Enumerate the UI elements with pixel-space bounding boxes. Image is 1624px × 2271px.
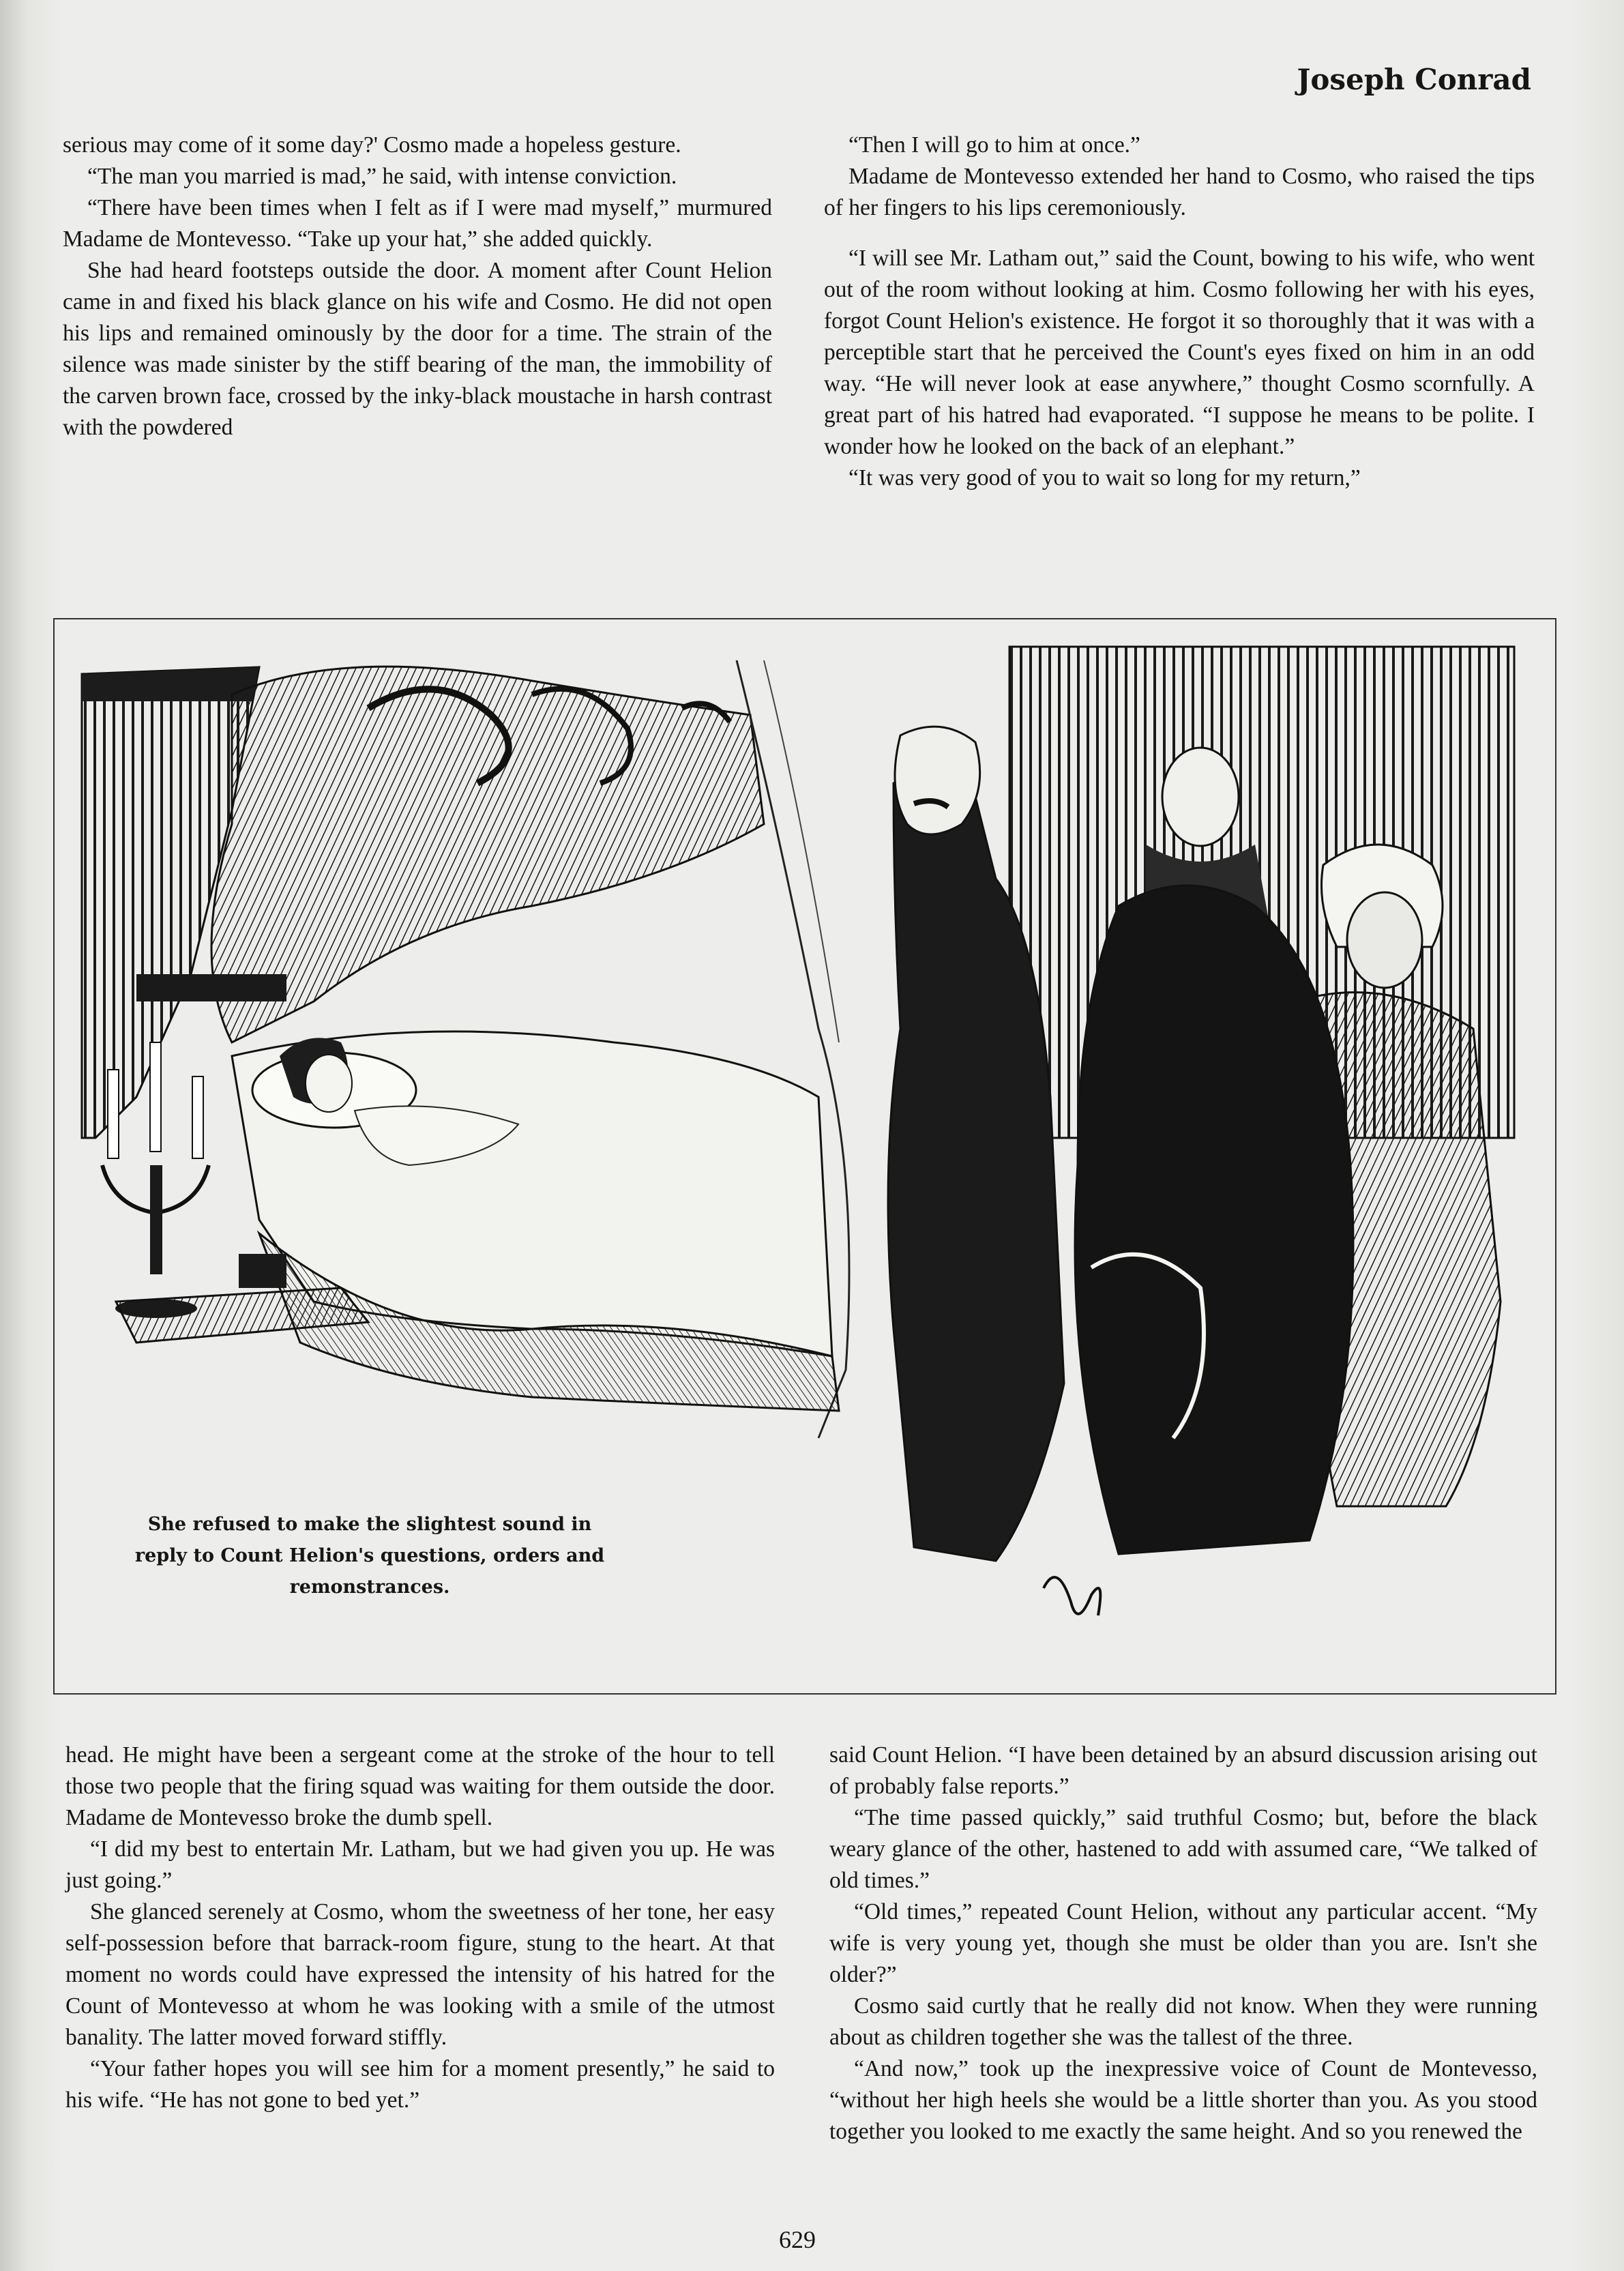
- paragraph: Cosmo said curtly that he really did not know. When they were running about as children together she was the tallest of the three.: [829, 1993, 1537, 2050]
- paragraph: “I did my best to entertain Mr. Latham, but we had given you up. He was just going.”: [65, 1836, 775, 1893]
- paragraph: “Then I will go to him at once.”: [848, 132, 1140, 158]
- paragraph: serious may come of it some day?' Cosmo made a hopeless gesture.: [63, 132, 681, 158]
- woman-in-dark-cloak: [1075, 885, 1353, 1554]
- bed-with-sheets: [136, 974, 839, 1411]
- paragraph: “The time passed quickly,” said truthful Cosmo; but, before the black weary glance of the other, hastened to add with assumed care, “We talked of old times.”: [829, 1805, 1537, 1893]
- bed-canopy: [211, 666, 764, 1042]
- paragraph: “And now,” took up the inexpressive voice of Count de Montevesso, “without her high heels she would be a little shorter than you. As you stood together you looked to me exactly the same height. And so you renewed the: [829, 2056, 1537, 2144]
- paragraph: “There have been times when I felt as if I were mad myself,” murmured Madame de Montevesso. “Take up your hat,” she added quickly.: [63, 195, 772, 252]
- paragraph: “I will see Mr. Latham out,” said the Count, bowing to his wife, who went out of the room without looking at him. Cosmo following her with his eyes, forgot Count Helion's existence. He forgot it so thoroughly that it was with a perceptible start that he perceived the Count's eyes fixed on him in an odd way. “He will never look at ease anywhere,” thought Cosmo scornfully. A great part of his hatred had evaporated. “I suppose he means to be polite. I wonder how he looked on the back of an elephant.”: [824, 246, 1535, 459]
- paragraph: “Old times,” repeated Count Helion, without any particular accent. “My wife is very young yet, though she must be older than you are. Isn't she older?”: [829, 1899, 1537, 1987]
- paragraph: head. He might have been a sergeant come at the stroke of the hour to tell those two people that the firing squad was waiting for them outside the door. Madame de Montevesso broke the dumb spell.: [65, 1742, 775, 1830]
- text-column-bottom-left: [65, 1740, 775, 2116]
- paragraph: “Your father hopes you will see him for a moment presently,” he said to his wife. “He has not gone to bed yet.”: [65, 2056, 775, 2113]
- paragraph: “The man you married is mad,” he said, with intense conviction.: [87, 164, 677, 189]
- text-column-bottom-right: [829, 1740, 1537, 2148]
- running-header-author: Joseph Conrad: [1297, 63, 1531, 96]
- illustration-caption: She refused to make the slightest sound in reply to Count Helion's questions, orders and remonstrances.: [134, 1514, 605, 1598]
- paragraph: Madame de Montevesso extended her hand to Cosmo, who raised the tips of her fingers to his lips ceremoniously.: [824, 164, 1535, 220]
- paragraph: She had heard footsteps outside the door. A moment after Count Helion came in and fixed his black glance on his wife and Cosmo. He did not open his lips and remained ominously by the door for a time. The strain of the silence was made sinister by the stiff bearing of the man, the immobility of the carven brown face, crossed by the inky-black moustache in harsh contrast with the powdered: [63, 258, 772, 440]
- text-column-top-right: [824, 130, 1535, 494]
- candelabra: [102, 1042, 209, 1318]
- paragraph: She glanced serenely at Cosmo, whom the sweetness of her tone, her easy self-possession before that barrack-room figure, stung to the heart. At that moment no words could have expressed the intensity of his hatred for the Count of Montevesso at whom he was looking with a smile of the utmost banality. The latter moved forward stiffly.: [65, 1899, 775, 2050]
- paragraph: said Count Helion. “I have been detained by an absurd discussion arising out of probably false reports.”: [829, 1742, 1537, 1799]
- text-column-top-left: [63, 130, 772, 443]
- page-number: 629: [779, 2226, 816, 2253]
- artist-signature: [1044, 1577, 1100, 1615]
- paragraph: “It was very good of you to wait so long for my return,”: [848, 465, 1361, 490]
